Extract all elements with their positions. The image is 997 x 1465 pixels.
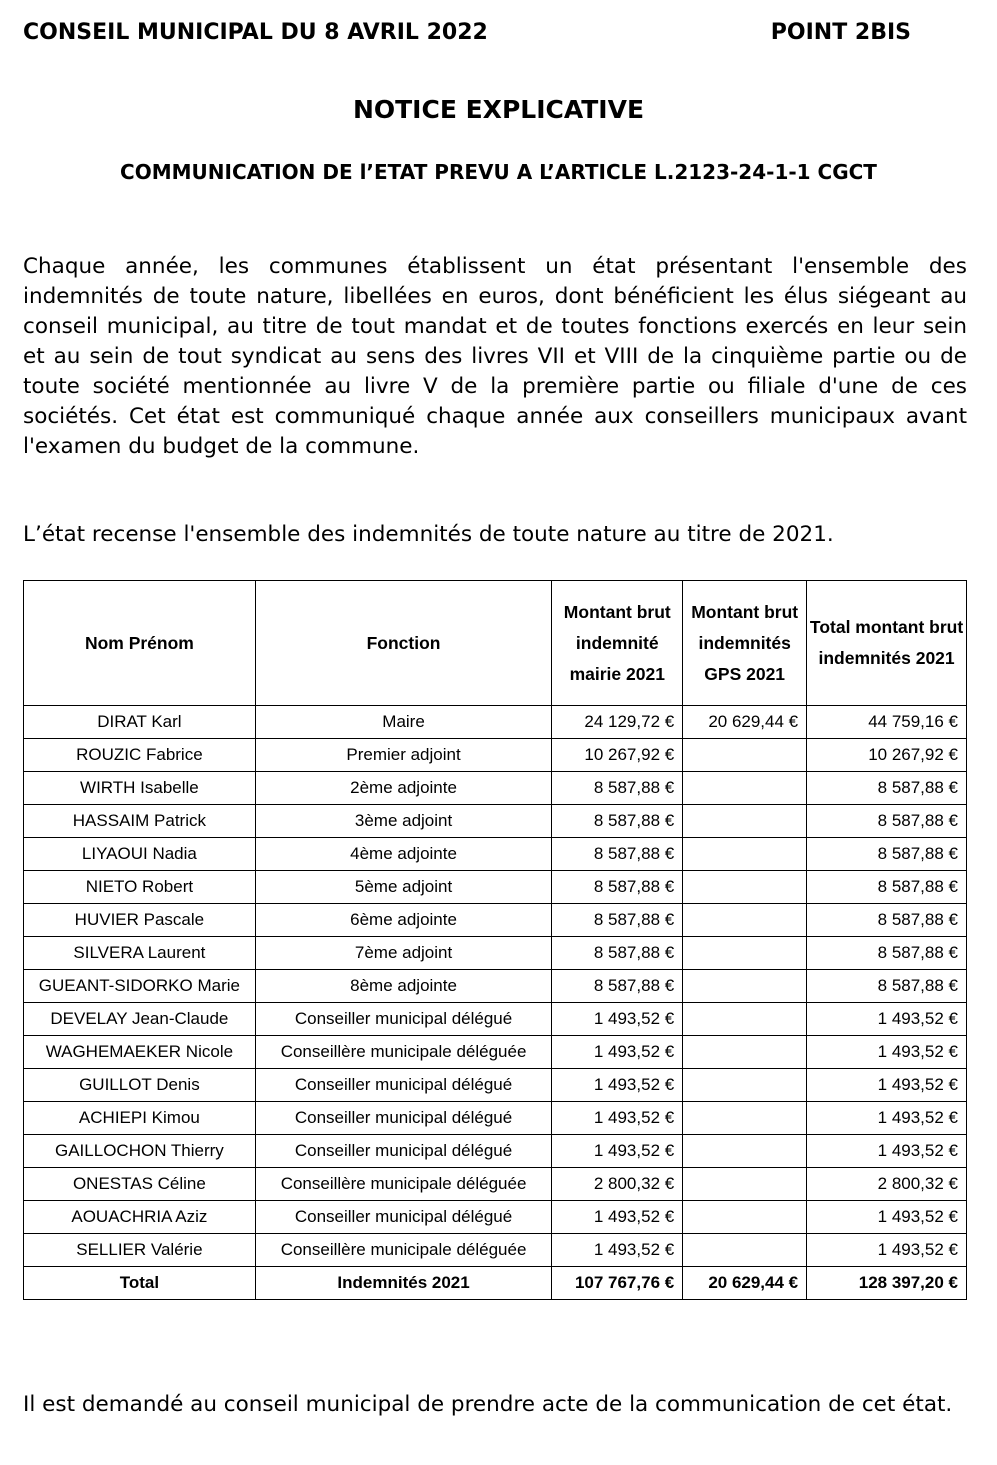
header-gps: Montant brut indemnités GPS 2021 bbox=[683, 581, 807, 706]
cell-total: 8 587,88 € bbox=[807, 838, 967, 871]
cell-gps bbox=[683, 937, 807, 970]
cell-gps bbox=[683, 1201, 807, 1234]
cell-total: 1 493,52 € bbox=[807, 1069, 967, 1102]
table-row bbox=[24, 1036, 967, 1069]
cell-total: 1 493,52 € bbox=[807, 1036, 967, 1069]
cell-fonction: Maire bbox=[255, 706, 552, 739]
total-cell-gps: 20 629,44 € bbox=[683, 1267, 807, 1300]
table-row bbox=[24, 970, 967, 1003]
cell-name: ONESTAS Céline bbox=[24, 1168, 256, 1201]
cell-name: SELLIER Valérie bbox=[24, 1234, 256, 1267]
cell-gps bbox=[683, 1234, 807, 1267]
cell-mairie: 8 587,88 € bbox=[552, 904, 683, 937]
cell-mairie: 2 800,32 € bbox=[552, 1168, 683, 1201]
cell-fonction: Conseiller municipal délégué bbox=[255, 1135, 552, 1168]
intro-paragraph: Chaque année, les communes établissent un état présentant l'ensemble des indemnités de toute nature, libellées en euros, dont bénéficient les élus siégeant au conseil municipal, au titre de tout mandat et de toutes fonctions exercés en leur sein et au sein de tout syndicat au sens des livres VII et VIII de la cinquième partie ou de toute société mentionnée au livre V de la première partie ou filiale d'une de ces sociétés. Cet état est communiqué chaque année aux conseillers municipaux avant l'examen du budget de la commune. bbox=[23, 254, 967, 459]
table-row bbox=[24, 1069, 967, 1102]
cell-total: 2 800,32 € bbox=[807, 1168, 967, 1201]
table-row bbox=[24, 1102, 967, 1135]
cell-name: NIETO Robert bbox=[24, 871, 256, 904]
cell-total: 10 267,92 € bbox=[807, 739, 967, 772]
cell-name: WAGHEMAEKER Nicole bbox=[24, 1036, 256, 1069]
cell-fonction: Conseiller municipal délégué bbox=[255, 1201, 552, 1234]
cell-mairie: 1 493,52 € bbox=[552, 1201, 683, 1234]
table-row bbox=[24, 904, 967, 937]
cell-mairie: 10 267,92 € bbox=[552, 739, 683, 772]
cell-gps bbox=[683, 772, 807, 805]
cell-mairie: 1 493,52 € bbox=[552, 1135, 683, 1168]
cell-gps bbox=[683, 739, 807, 772]
cell-name: HASSAIM Patrick bbox=[24, 805, 256, 838]
cell-name: HUVIER Pascale bbox=[24, 904, 256, 937]
cell-gps bbox=[683, 871, 807, 904]
cell-gps bbox=[683, 1168, 807, 1201]
cell-total: 1 493,52 € bbox=[807, 1201, 967, 1234]
cell-mairie: 8 587,88 € bbox=[552, 838, 683, 871]
header-fonction: Fonction bbox=[255, 581, 552, 706]
cell-mairie: 24 129,72 € bbox=[552, 706, 683, 739]
header-mairie: Montant brut indemnité mairie 2021 bbox=[552, 581, 683, 706]
cell-fonction: 7ème adjoint bbox=[255, 937, 552, 970]
cell-total: 8 587,88 € bbox=[807, 805, 967, 838]
cell-fonction: 2ème adjointe bbox=[255, 772, 552, 805]
cell-total: 8 587,88 € bbox=[807, 871, 967, 904]
cell-total: 8 587,88 € bbox=[807, 970, 967, 1003]
table-row bbox=[24, 1003, 967, 1036]
cell-gps bbox=[683, 838, 807, 871]
table-body bbox=[24, 706, 967, 1300]
cell-mairie: 1 493,52 € bbox=[552, 1102, 683, 1135]
cell-fonction: Conseillère municipale déléguée bbox=[255, 1168, 552, 1201]
cell-fonction: Conseiller municipal délégué bbox=[255, 1003, 552, 1036]
table-row bbox=[24, 838, 967, 871]
cell-fonction: 3ème adjoint bbox=[255, 805, 552, 838]
point-label: POINT 2BIS bbox=[770, 20, 911, 45]
cell-name: WIRTH Isabelle bbox=[24, 772, 256, 805]
cell-gps: 20 629,44 € bbox=[683, 706, 807, 739]
header-total: Total montant brut indemnités 2021 bbox=[807, 581, 967, 706]
cell-total: 1 493,52 € bbox=[807, 1135, 967, 1168]
cell-total: 1 493,52 € bbox=[807, 1102, 967, 1135]
cell-fonction: Conseiller municipal délégué bbox=[255, 1102, 552, 1135]
cell-mairie: 8 587,88 € bbox=[552, 805, 683, 838]
cell-gps bbox=[683, 1102, 807, 1135]
cell-gps bbox=[683, 1135, 807, 1168]
cell-fonction: Conseillère municipale déléguée bbox=[255, 1234, 552, 1267]
table-row bbox=[24, 706, 967, 739]
table-row bbox=[24, 1168, 967, 1201]
cell-name: DIRAT Karl bbox=[24, 706, 256, 739]
cell-name: SILVERA Laurent bbox=[24, 937, 256, 970]
closing-paragraph: Il est demandé au conseil municipal de prendre acte de la communication de cet état. bbox=[23, 1392, 953, 1417]
cell-total: 8 587,88 € bbox=[807, 772, 967, 805]
cell-mairie: 8 587,88 € bbox=[552, 970, 683, 1003]
cell-mairie: 1 493,52 € bbox=[552, 1234, 683, 1267]
cell-name: ACHIEPI Kimou bbox=[24, 1102, 256, 1135]
cell-fonction: Conseillère municipale déléguée bbox=[255, 1036, 552, 1069]
cell-fonction: 5ème adjoint bbox=[255, 871, 552, 904]
total-cell-fonction: Indemnités 2021 bbox=[255, 1267, 552, 1300]
cell-name: AOUACHRIA Aziz bbox=[24, 1201, 256, 1234]
table-row bbox=[24, 871, 967, 904]
total-cell-name: Total bbox=[24, 1267, 256, 1300]
summary-paragraph: L’état recense l'ensemble des indemnités de toute nature au titre de 2021. bbox=[23, 522, 834, 547]
cell-name: GAILLOCHON Thierry bbox=[24, 1135, 256, 1168]
table-row bbox=[24, 805, 967, 838]
cell-fonction: Premier adjoint bbox=[255, 739, 552, 772]
cell-fonction: 6ème adjointe bbox=[255, 904, 552, 937]
meeting-title: CONSEIL MUNICIPAL DU 8 AVRIL 2022 bbox=[23, 20, 488, 45]
indemnities-table-wrapper bbox=[23, 580, 967, 1300]
cell-total: 1 493,52 € bbox=[807, 1003, 967, 1036]
cell-name: ROUZIC Fabrice bbox=[24, 739, 256, 772]
cell-mairie: 1 493,52 € bbox=[552, 1069, 683, 1102]
table-row bbox=[24, 772, 967, 805]
notice-subtitle: COMMUNICATION DE l’ETAT PREVU A L’ARTICLE L.2123-24-1-1 CGCT bbox=[120, 160, 877, 184]
cell-gps bbox=[683, 1036, 807, 1069]
cell-gps bbox=[683, 1069, 807, 1102]
cell-gps bbox=[683, 805, 807, 838]
cell-mairie: 8 587,88 € bbox=[552, 871, 683, 904]
document-header bbox=[23, 20, 911, 50]
table-row bbox=[24, 1234, 967, 1267]
cell-fonction: 8ème adjointe bbox=[255, 970, 552, 1003]
table-row bbox=[24, 739, 967, 772]
table-total-row bbox=[24, 1267, 967, 1300]
cell-name: DEVELAY Jean-Claude bbox=[24, 1003, 256, 1036]
cell-name: LIYAOUI Nadia bbox=[24, 838, 256, 871]
table-row bbox=[24, 1135, 967, 1168]
notice-title: NOTICE EXPLICATIVE bbox=[352, 95, 645, 124]
total-cell-total: 128 397,20 € bbox=[807, 1267, 967, 1300]
cell-fonction: 4ème adjointe bbox=[255, 838, 552, 871]
table-row bbox=[24, 937, 967, 970]
cell-total: 8 587,88 € bbox=[807, 904, 967, 937]
cell-total: 44 759,16 € bbox=[807, 706, 967, 739]
cell-total: 1 493,52 € bbox=[807, 1234, 967, 1267]
table-header-row bbox=[24, 581, 967, 706]
cell-mairie: 1 493,52 € bbox=[552, 1036, 683, 1069]
cell-gps bbox=[683, 904, 807, 937]
cell-mairie: 8 587,88 € bbox=[552, 772, 683, 805]
cell-gps bbox=[683, 1003, 807, 1036]
total-cell-mairie: 107 767,76 € bbox=[552, 1267, 683, 1300]
cell-name: GUEANT-SIDORKO Marie bbox=[24, 970, 256, 1003]
cell-name: GUILLOT Denis bbox=[24, 1069, 256, 1102]
cell-mairie: 8 587,88 € bbox=[552, 937, 683, 970]
cell-mairie: 1 493,52 € bbox=[552, 1003, 683, 1036]
cell-gps bbox=[683, 970, 807, 1003]
cell-total: 8 587,88 € bbox=[807, 937, 967, 970]
table-row bbox=[24, 1201, 967, 1234]
cell-fonction: Conseiller municipal délégué bbox=[255, 1069, 552, 1102]
header-name: Nom Prénom bbox=[24, 581, 256, 706]
indemnities-table bbox=[23, 580, 967, 1300]
